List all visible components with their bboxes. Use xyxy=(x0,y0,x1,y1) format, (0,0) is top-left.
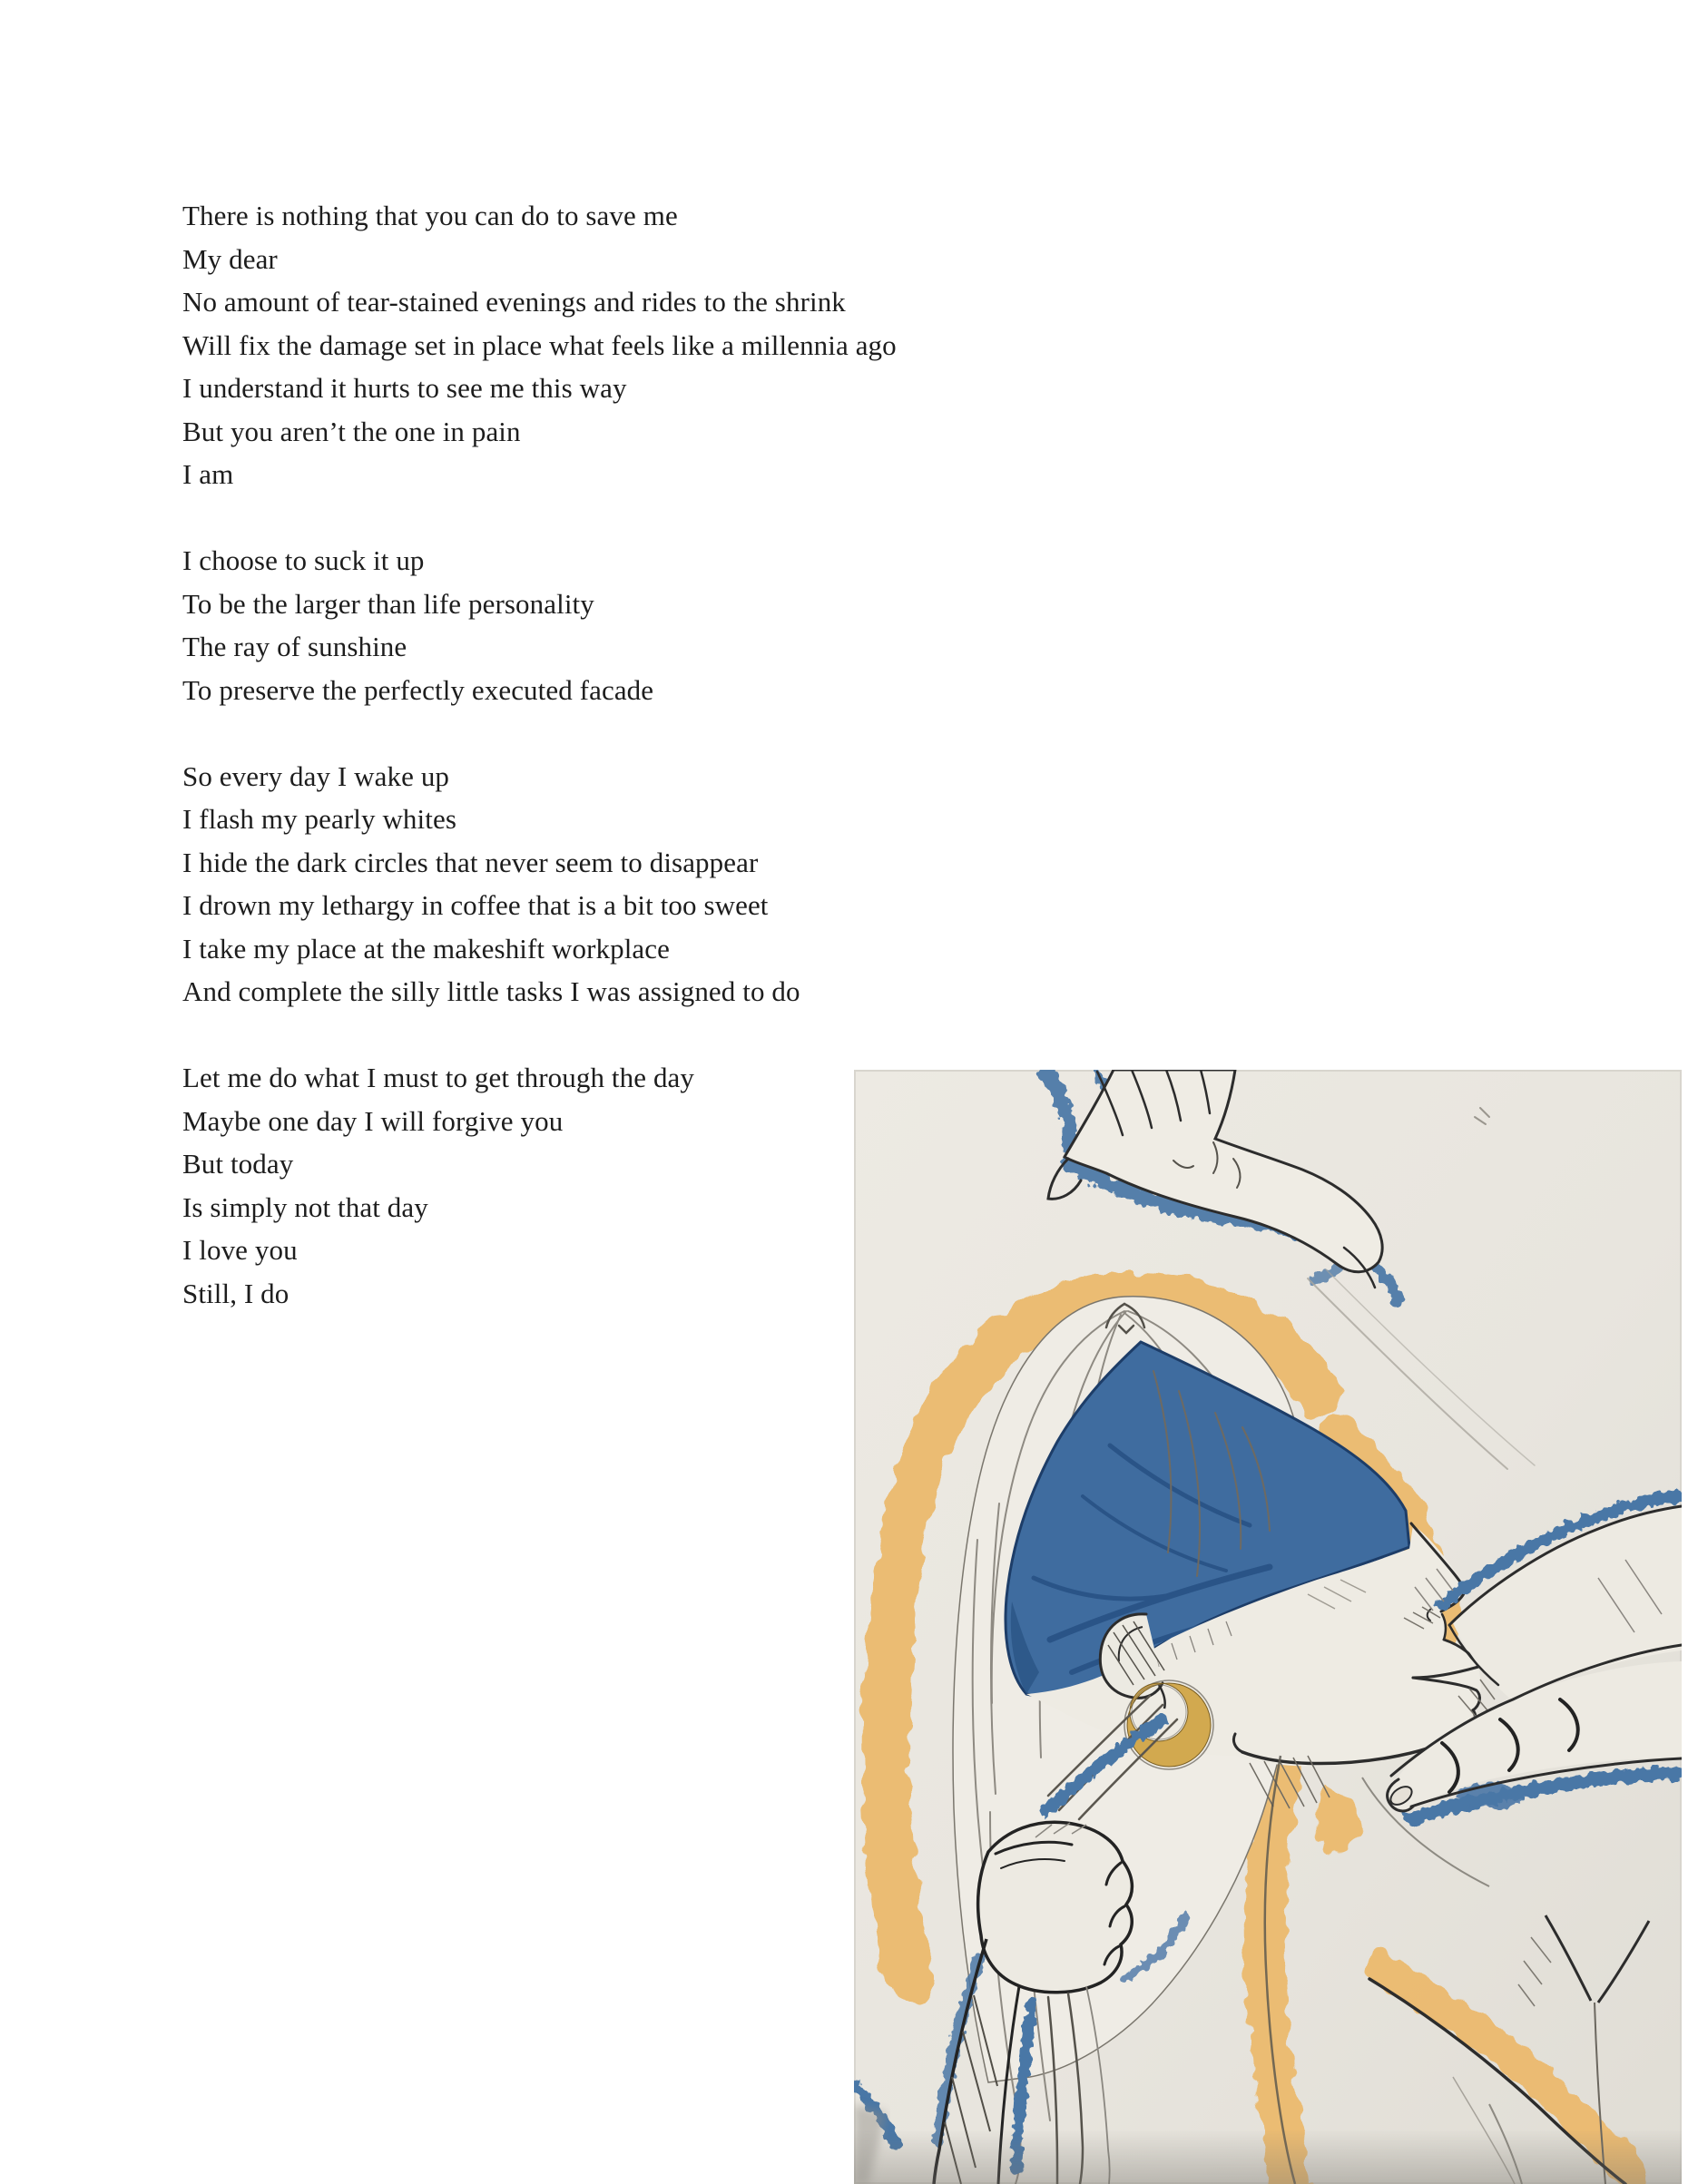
poem-line: And complete the silly little tasks I was assigned to do xyxy=(182,975,800,1007)
fist xyxy=(978,1822,1133,1993)
poem-line: I flash my pearly whites xyxy=(182,803,456,835)
poem-line: But you aren’t the one in pain xyxy=(182,415,521,447)
poem-line: I drown my lethargy in coffee that is a bit too sweet xyxy=(182,889,769,921)
poem-line: Let me do what I must to get through the day xyxy=(182,1062,695,1093)
poem-stanza-2 xyxy=(182,539,897,711)
poem-line: My dear xyxy=(182,242,278,275)
poem-line: Still, I do xyxy=(182,1277,290,1309)
poem-line: I am xyxy=(182,458,234,490)
poem-stanza-1 xyxy=(182,194,897,496)
poem-line: No amount of tear-stained evenings and rides to the shrink xyxy=(182,286,846,318)
poem-line: The ray of sunshine xyxy=(182,631,407,662)
poem-line: I choose to suck it up xyxy=(182,544,425,576)
poem-line: I understand it hurts to see me this way xyxy=(182,372,627,404)
poem-line: I hide the dark circles that never seem to disappear xyxy=(182,846,759,878)
poem-line: But today xyxy=(182,1148,294,1180)
poem-line: There is nothing that you can do to save me xyxy=(182,200,678,231)
poem-line: Will fix the damage set in place what feels like a millennia ago xyxy=(182,328,897,361)
poem-line: To preserve the perfectly executed facade xyxy=(182,673,654,706)
poem-text xyxy=(182,194,897,1358)
poem-line: I take my place at the makeshift workplace xyxy=(182,932,670,965)
poem-line: Is simply not that day xyxy=(182,1190,428,1223)
poem-line: So every day I wake up xyxy=(182,759,450,792)
poem-line: I love you xyxy=(182,1234,298,1266)
poem-line: Maybe one day I will forgive you xyxy=(182,1104,564,1137)
poem-line: To be the larger than life personality xyxy=(182,587,594,620)
poem-stanza-4 xyxy=(182,1056,897,1315)
poem-illustration xyxy=(854,1070,1682,2184)
poem-stanza-3 xyxy=(182,755,897,1014)
